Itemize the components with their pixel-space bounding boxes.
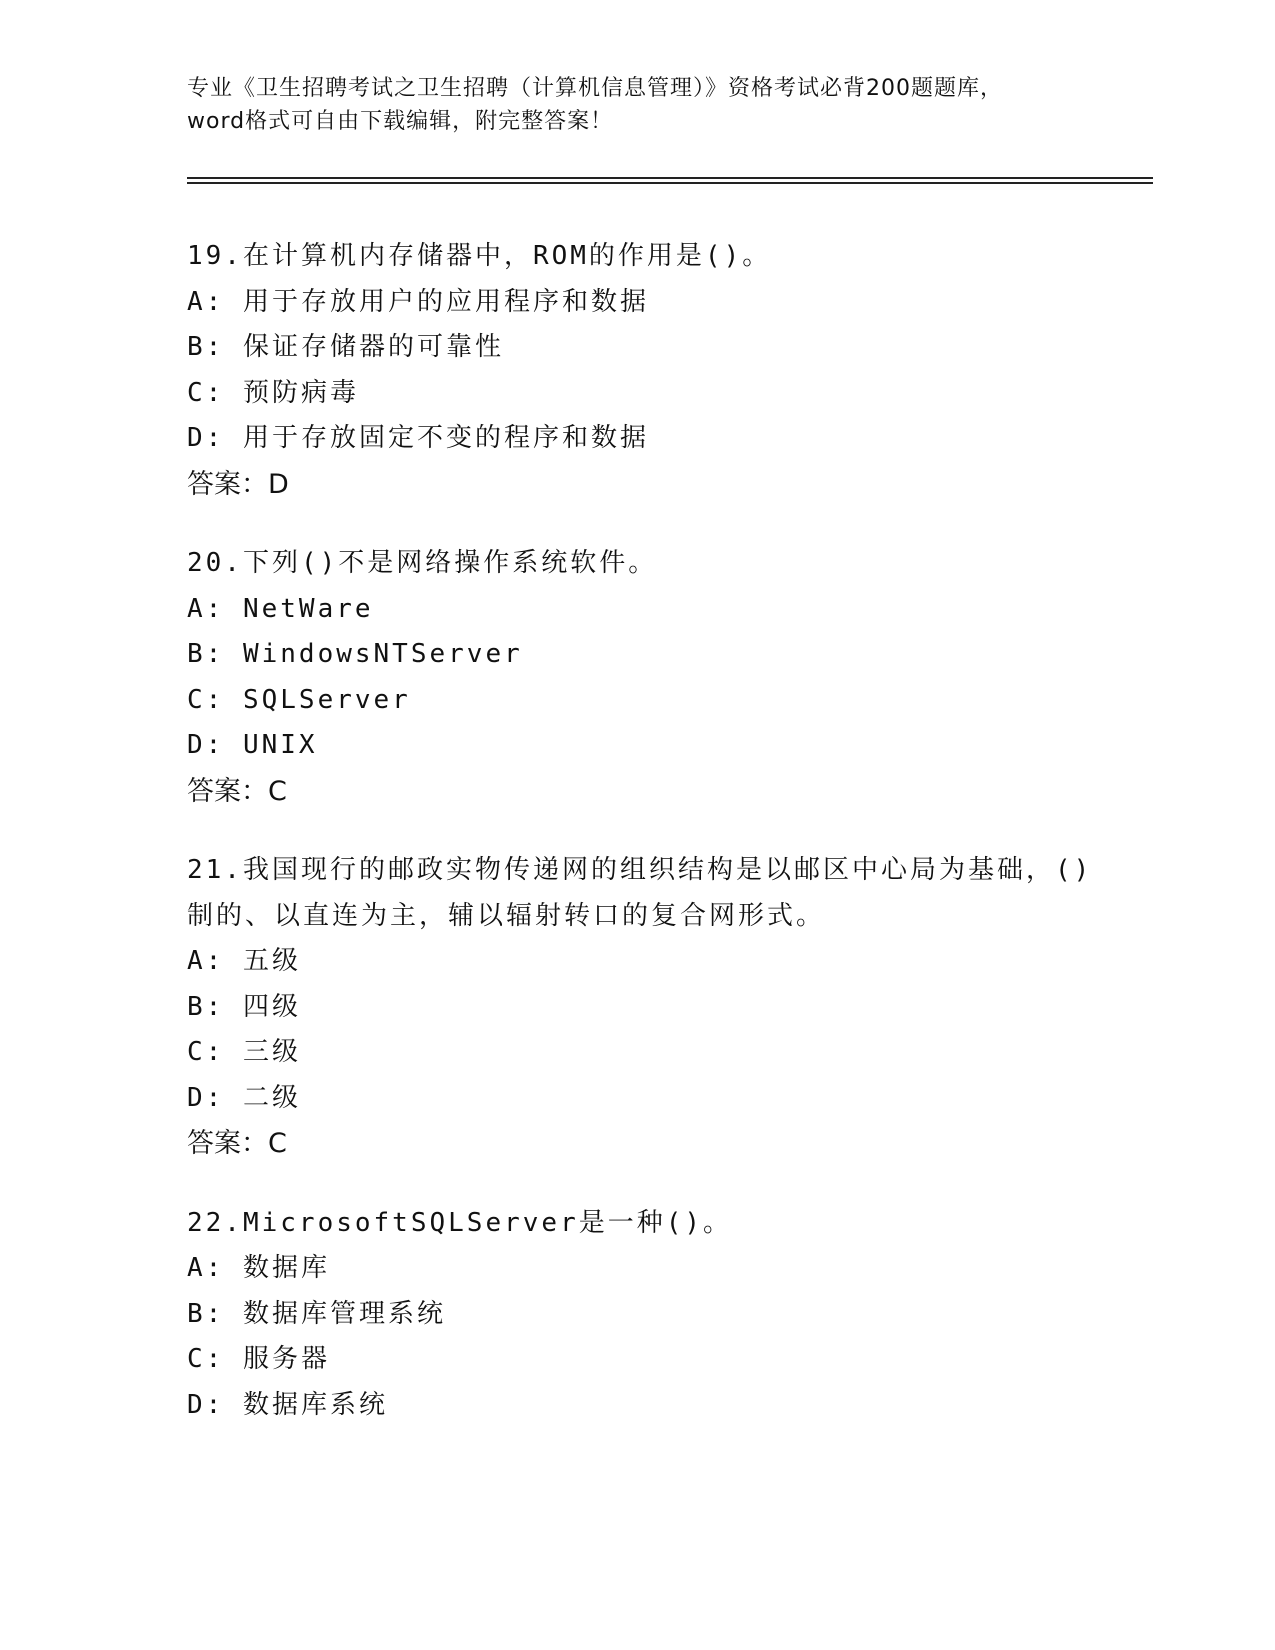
option-c: C: 服务器	[187, 1344, 330, 1374]
option-c: C: 三级	[187, 1037, 301, 1067]
option-a: A: 数据库	[187, 1253, 330, 1283]
header-title-line-2: word格式可自由下载编辑，附完整答案！	[187, 109, 614, 134]
option-b: B: 数据库管理系统	[187, 1298, 446, 1329]
question-stem: 22.MicrosoftSQLServer是一种()。	[187, 1207, 733, 1238]
option-a: A: 五级	[187, 946, 301, 976]
option-d: D: 二级	[187, 1082, 301, 1113]
question-stem-continued: 制的、以直连为主，辅以辐射转口的复合网形式。	[187, 900, 826, 931]
option-d: D: UNIX	[187, 730, 318, 760]
option-b: B: 四级	[187, 991, 301, 1022]
option-d: D: 用于存放固定不变的程序和数据	[187, 423, 649, 453]
option-d: D: 数据库系统	[187, 1389, 388, 1420]
question-stem: 20.下列()不是网络操作系统软件。	[187, 548, 658, 578]
option-c: C: SQLServer	[187, 684, 411, 715]
question-22	[187, 1201, 1087, 1429]
answer-label: 答案：C	[187, 1128, 287, 1159]
option-a: A: NetWare	[187, 593, 374, 624]
question-stem: 19.在计算机内存储器中，ROM的作用是()。	[187, 241, 772, 271]
header-title-line-1: 专业《卫生招聘考试之卫生招聘（计算机信息管理）》资格考试必背200题题库，	[187, 76, 1003, 101]
question-21	[187, 848, 1093, 1167]
question-list	[187, 234, 1093, 1462]
option-b: B: WindowsNTServer	[187, 639, 523, 669]
header-divider-top	[187, 177, 1153, 179]
question-19	[187, 234, 1087, 507]
header-divider-bottom	[187, 182, 1153, 184]
answer-label: 答案：D	[187, 468, 289, 500]
option-b: B: 保证存储器的可靠性	[187, 332, 504, 362]
option-a: A: 用于存放用户的应用程序和数据	[187, 286, 649, 317]
answer-label: 答案：C	[187, 775, 287, 807]
question-20	[187, 541, 1087, 814]
document-header	[187, 72, 1067, 138]
question-stem: 21.我国现行的邮政实物传递网的组织结构是以邮区中心局为基础，()	[187, 855, 1093, 885]
option-c: C: 预防病毒	[187, 377, 359, 408]
